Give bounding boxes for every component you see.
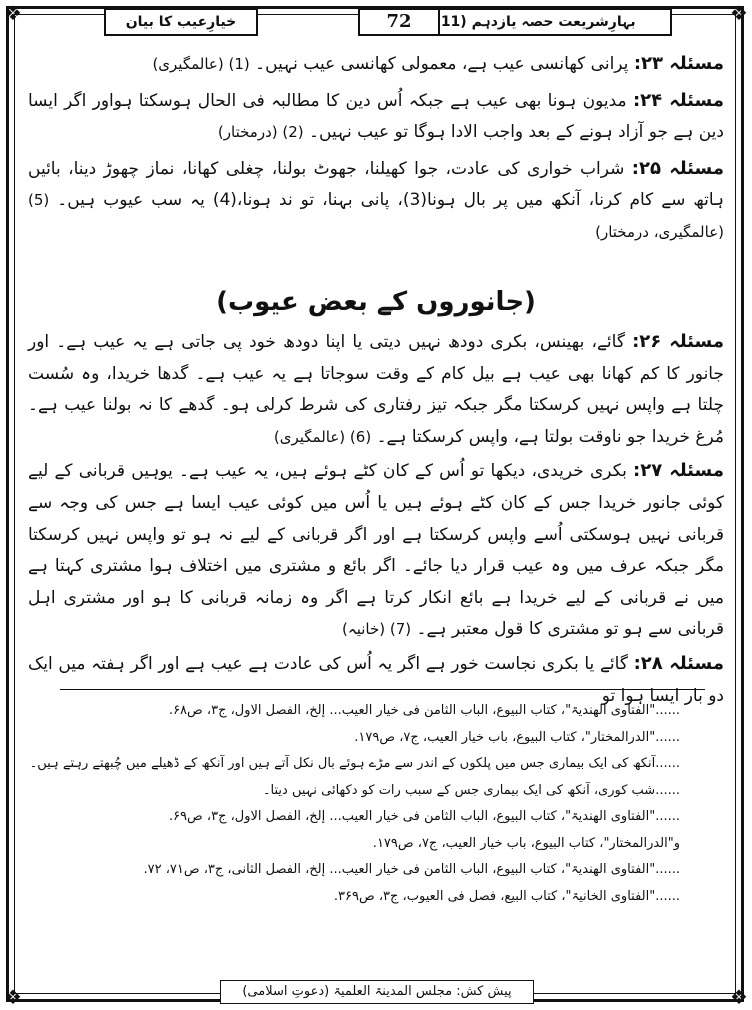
masala-label: مسئلہ ۲۳:: [633, 53, 724, 74]
masala-text: شراب خواری کی عادت، جوا کھیلنا، جھوٹ بولنا، چغلی کھانا، نماز چھوڑ دینا، بائیں ہاتھ سے کام کرنا، آنکھ میں پر بال ہونا(3)، پانی بہنا، تو ند ہونا،(4) یہ سب عیوب ہیں۔: [28, 158, 725, 210]
masala-27: [28, 455, 724, 646]
masala-label: مسئلہ ۲۵:: [631, 157, 724, 179]
main-text-top: [28, 48, 724, 252]
corner-ornament-icon: ❖: [730, 985, 748, 1009]
footnote-5: ......"الفتاوی الھندیۃ"، کتاب البیوع، الباب الثامن فی خیار العیب... إلخ، الفصل الاول، ج۳، ص۶۹.: [168, 809, 680, 824]
footnote-1: ......"الفتاوی الھندیۃ"، کتاب البیوع، الباب الثامن فی خیار العیب... إلخ، الفصل الاول، ج۳، ص۶۸.: [168, 703, 680, 718]
masala-26: [28, 326, 724, 453]
footnote-6: ......"الفتاوی الھندیۃ"، کتاب البیوع، الباب الثامن فی خیار العیب... إلخ، الفصل الثانی، ج۳، ص۷۱، ۷۲.: [143, 862, 680, 877]
footnotes: [29, 698, 680, 910]
footnote-5b: و"الدرالمختار"، کتاب البیوع، باب خیار العیب، ج۷، ص۱۷۹.: [372, 835, 680, 851]
masala-label: مسئلہ ۲۴:: [632, 89, 724, 111]
page-header: [20, 6, 732, 36]
masala-ref: (7) (خانیہ): [342, 620, 412, 639]
masala-text: پرانی کھانسی عیب ہے، معمولی کھانسی عیب نہیں۔: [255, 54, 629, 74]
masala-ref: (2) (درمختار): [217, 123, 304, 141]
book-title: بہارِشریعت حصہ یازدہم (11: [398, 8, 672, 36]
corner-ornament-icon: ❖: [730, 1, 748, 25]
footnote-4: ......شب کوری، آنکھ کی ایک بیماری جس کے سبب رات کو دکھائی نہیں دیتا۔: [262, 782, 680, 798]
masala-23: [28, 48, 724, 81]
masala-ref: (1) (عالمگیری): [152, 55, 250, 73]
section-heading: (جانوروں کے بعض عیوب): [216, 287, 536, 317]
main-text-bottom: [28, 326, 724, 714]
footnote-3: ......آنکھ کی ایک بیماری جس میں پلکوں کے اندر سے مڑے ہوئے بال نکل آتے ہیں اور آنکھ کے ڈھیلے میں چُبھتے رہتے ہیں۔: [29, 756, 680, 771]
page-number: 72: [358, 8, 440, 36]
masala-label: مسئلہ ۲۷:: [633, 460, 724, 482]
footnote-divider: [60, 689, 705, 690]
masala-ref: (6) (عالمگیری): [273, 427, 372, 446]
masala-ref: (5) (عالمگیری، درمختار): [28, 191, 724, 241]
masala-label: مسئلہ ۲۶:: [632, 331, 724, 352]
masala-text: مدیون ہونا بھی عیب ہے جبکہ اُس دین کا مطالبہ فی الحال ہوسکتا ہواور اگر ایسا دین ہے جو آزاد ہونے کے بعد واجب الادا ہوگا تو عیب نہیں۔: [28, 90, 724, 142]
masala-text: گائے یا بکری نجاست خور ہے اگر یہ اُس کی عادت ہے عیب ہے اور اگر ہفتہ میں ایک دو بار ایسا ہوا تو: [28, 653, 724, 706]
chapter-title: خیارِعیب کا بیان: [104, 8, 258, 36]
masala-text: بکری خریدی، دیکھا تو اُس کے کان کٹے ہوئے ہیں، یہ عیب ہے۔ یوہیں قربانی کے لیے کوئی جانور خریدا جس کے کان کٹے ہوئے ہیں یا اُس میں کوئی عیب ایسا ہے جس کی وجہ سے قربانی نہیں ہوسکتی اُسے واپس کرسکتا ہے اور اگر قربانی کے لیے نہ ہو تو واپس نہیں کرسکتا مگر جبکہ عرف میں وہ عیب قرار دیا جائے۔ اگر بائع و مشتری میں اختلاف ہوا مشتری کہتا ہے میں نے قربانی کے لیے خریدا ہے بائع انکار کرتا ہے اگر وہ زمانہ قربانی کا ہو اور مشتری اہل قربانی سے ہو تو مشتری کا قول معتبر ہے۔: [28, 461, 724, 640]
masala-label: مسئلہ ۲۸:: [633, 652, 724, 674]
footnote-2: ......"الدرالمختار"، کتاب البیوع، باب خیار العیب، ج۷، ص۱۷۹.: [354, 729, 680, 745]
footnote-7: ......"الفتاوی الخانیۃ"، کتاب البیع، فصل فی العیوب، ج۳، ص۳۶۹.: [333, 888, 680, 904]
corner-ornament-icon: ❖: [4, 985, 22, 1009]
masala-text: گائے، بھینس، بکری دودھ نہیں دیتی یا اپنا دودھ خود پی جاتی ہے یہ عیب ہے۔ اور جانور کا کم کھانا بھی عیب ہے بیل کام کے وقت سوجاتا ہے یہ عیب ہے۔ گدھا خریدا، وہ سُست چلتا ہے واپس نہیں کرسکتا مگر جبکہ تیز رفتاری کی شرط کرلی ہو۔ گدھے کا نہ بولنا عیب ہے۔ مُرغ خریدا جو ناوقت بولتا ہے، واپس کرسکتا ہے۔: [28, 332, 724, 447]
masala-24: [28, 85, 724, 149]
corner-ornament-icon: ❖: [4, 1, 22, 25]
publisher-footer: پیش کش: مجلس المدینۃ العلمیۃ (دعوتِ اسلامی): [220, 980, 534, 1004]
masala-25: [28, 153, 724, 249]
